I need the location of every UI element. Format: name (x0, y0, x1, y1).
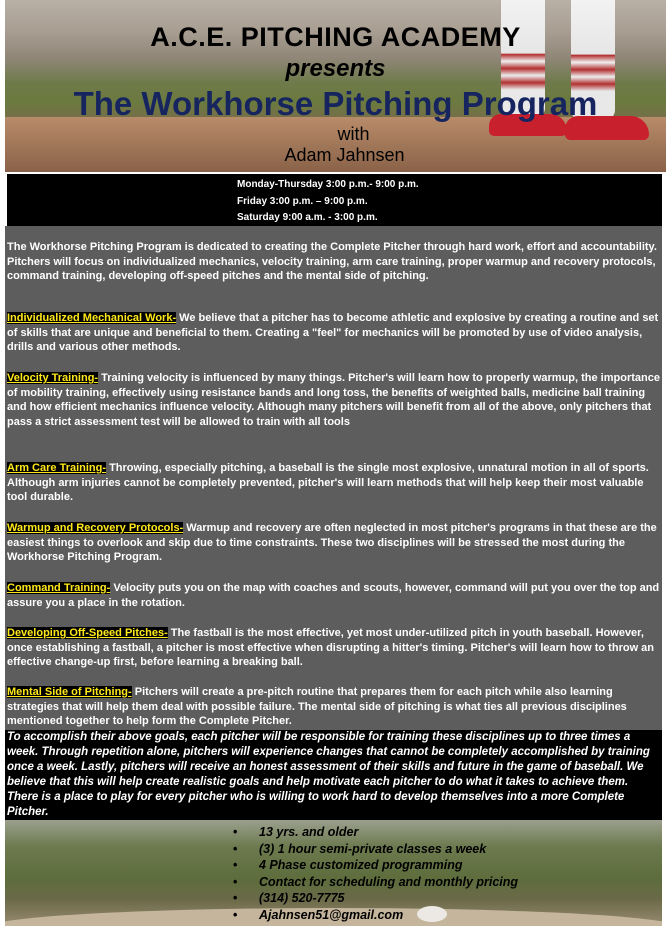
list-item: • 13 yrs. and older (233, 825, 359, 839)
closing-text: To accomplish their above goals, each pitcher will be responsible for training these disciplines up to three times a week. Through repetition alone, pitchers will experience changes that cannot be completely accomplished by training once a week. Lastly, pitchers will receive an honest assessment of their skills and future in the game of baseball. We believe that this will help create realistic goals and help motivate each pitcher to do what it takes to achieve them. There is a place to play for every pitcher who is willing to work hard to develop themselves into a more Complete Pitcher. (7, 731, 650, 818)
section-mental (7, 685, 663, 729)
section-text: Throwing, especially pitching, a baseball is the single most explosive, unnatural motion in all of sports. Although arm injuries cannot be completely prevented, pitcher's will learn methods that will help keep their most valuable tool durable. (7, 462, 649, 504)
section-mechanics (7, 311, 663, 355)
phone-number: (314) 520-7775 (259, 891, 345, 906)
list-item (233, 890, 518, 907)
program-title: The Workhorse Pitching Program (73, 85, 598, 122)
section-off-speed (7, 626, 663, 670)
section-text: The fastball is the most effective, yet most under-utilized pitch in youth baseball. However, once establishing a fastball, a pitcher is most effective when disrupting a hitter's timing. Pitcher's will learn how to throw an effective change-up first, before learning a breaking ball. (7, 627, 655, 669)
list-item: • Contact for scheduling and monthly pricing (233, 874, 519, 889)
section-heading: Warmup and Recovery Protocols- (7, 522, 184, 534)
intro-paragraph: The Workhorse Pitching Program is dedicated to creating the Complete Pitcher through hard work, effort and accountability. Pitchers will focus on individualized mechanics, velocity training, arm care training, proper warmup and recovery protocols, command training, developing off-speed pitches and the mental side of pitching. (7, 241, 657, 283)
section-warmup-recovery (7, 521, 663, 565)
section-text: We believe that a pitcher has to become athletic and explosive by creating a routine and set of skills that are unique and beneficial to them. Creating a "feel" for mechanics will be promoted by use of video analysis, drills and various other methods. (7, 312, 659, 354)
section-heading: Individualized Mechanical Work- (7, 312, 177, 324)
bullet-icon: • (233, 841, 238, 856)
program-description (5, 226, 662, 732)
with-text: with (337, 124, 370, 144)
bullet-icon: • (233, 858, 238, 873)
section-heading: Velocity Training- (7, 372, 99, 384)
section-text: Velocity puts you on the map with coaches and scouts, however, command will put you over the top and assure you a place in the rotation. (7, 582, 660, 609)
schedule-bar (7, 174, 662, 226)
presents-text: presents (285, 55, 386, 82)
schedule-friday: Friday 3:00 p.m. – 9:00 p.m. (237, 196, 368, 207)
bullet-icon: • (233, 874, 238, 889)
section-heading: Arm Care Training- (7, 462, 107, 474)
bullet-icon: • (233, 891, 238, 906)
academy-title: A.C.E. PITCHING ACADEMY (150, 22, 521, 52)
section-arm-care (7, 461, 663, 505)
list-item: • 4 Phase customized programming (233, 858, 463, 873)
details-list (233, 824, 518, 924)
section-text: Pitchers will create a pre-pitch routine that prepares them for each pitch while also learning strategies that will help them deal with possible failure. The mental side of pitching is what ties all previous disciplines mentioned together to help form the Complete Pitcher. (7, 686, 627, 728)
section-command (7, 581, 663, 610)
closing-statement (5, 730, 662, 820)
section-heading: Developing Off-Speed Pitches- (7, 627, 168, 639)
email-address: Ajahnsen51@gmail.com (259, 907, 404, 922)
list-item (233, 907, 518, 924)
section-text: Training velocity is influenced by many things. Pitcher's will learn how to properly warmup, the importance of mobility training, effectively using resistance bands and long toss, the benefits of weighted balls, medicine ball training and how efficient mechanics influence velocity. Although many pitchers will benefit from all of the above, only pitchers that pass a strict assessment test will be allowed to train with all tools (7, 372, 660, 428)
coach-name: Adam Jahnsen (284, 145, 405, 165)
section-text: Warmup and recovery are often neglected in most pitcher's programs in that these are the easiest things to overlook and skip due to time constraints. These two disciplines will be stressed the most during the Workhorse Pitching Program. (7, 522, 657, 564)
schedule-saturday: Saturday 9:00 a.m. - 3:00 p.m. (237, 212, 378, 223)
schedule-weekdays: Monday-Thursday 3:00 p.m.- 9:00 p.m. (237, 179, 419, 190)
list-item: • (3) 1 hour semi-private classes a week (233, 841, 487, 856)
section-heading: Command Training- (7, 582, 111, 594)
section-heading: Mental Side of Pitching- (7, 686, 132, 698)
bullet-icon: • (233, 907, 238, 922)
section-velocity (7, 371, 663, 429)
bullet-icon: • (233, 825, 238, 839)
